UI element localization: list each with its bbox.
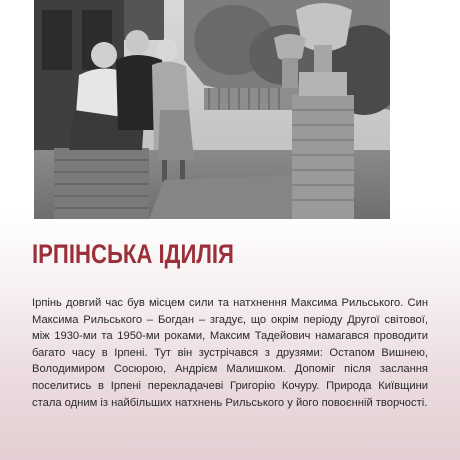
article-title: ІРПІНСЬКА ІДИЛІЯ xyxy=(32,239,234,269)
archival-photo xyxy=(34,0,390,219)
article-body: Ірпінь довгий час був місцем сили та натхнення Максима Рильського. Син Максима Рильського – Богдан – згадує, що окрім періоду Другої світової, між 1930-ми та 1950-ми роками, Максим Тадейович намагався проводити багато часу в Ірпені. Тут він зустрічався з друзями: Остапом Вишнею, Володимиром Сосюрою, Андрієм Малишком. Допоміг після заслання поселитись в Ірпені перекладачеві Григорію Кочуру. Природа Київщини стала одним із найбільших натхнень Рильського у його повоєнній творчості. xyxy=(32,297,428,409)
